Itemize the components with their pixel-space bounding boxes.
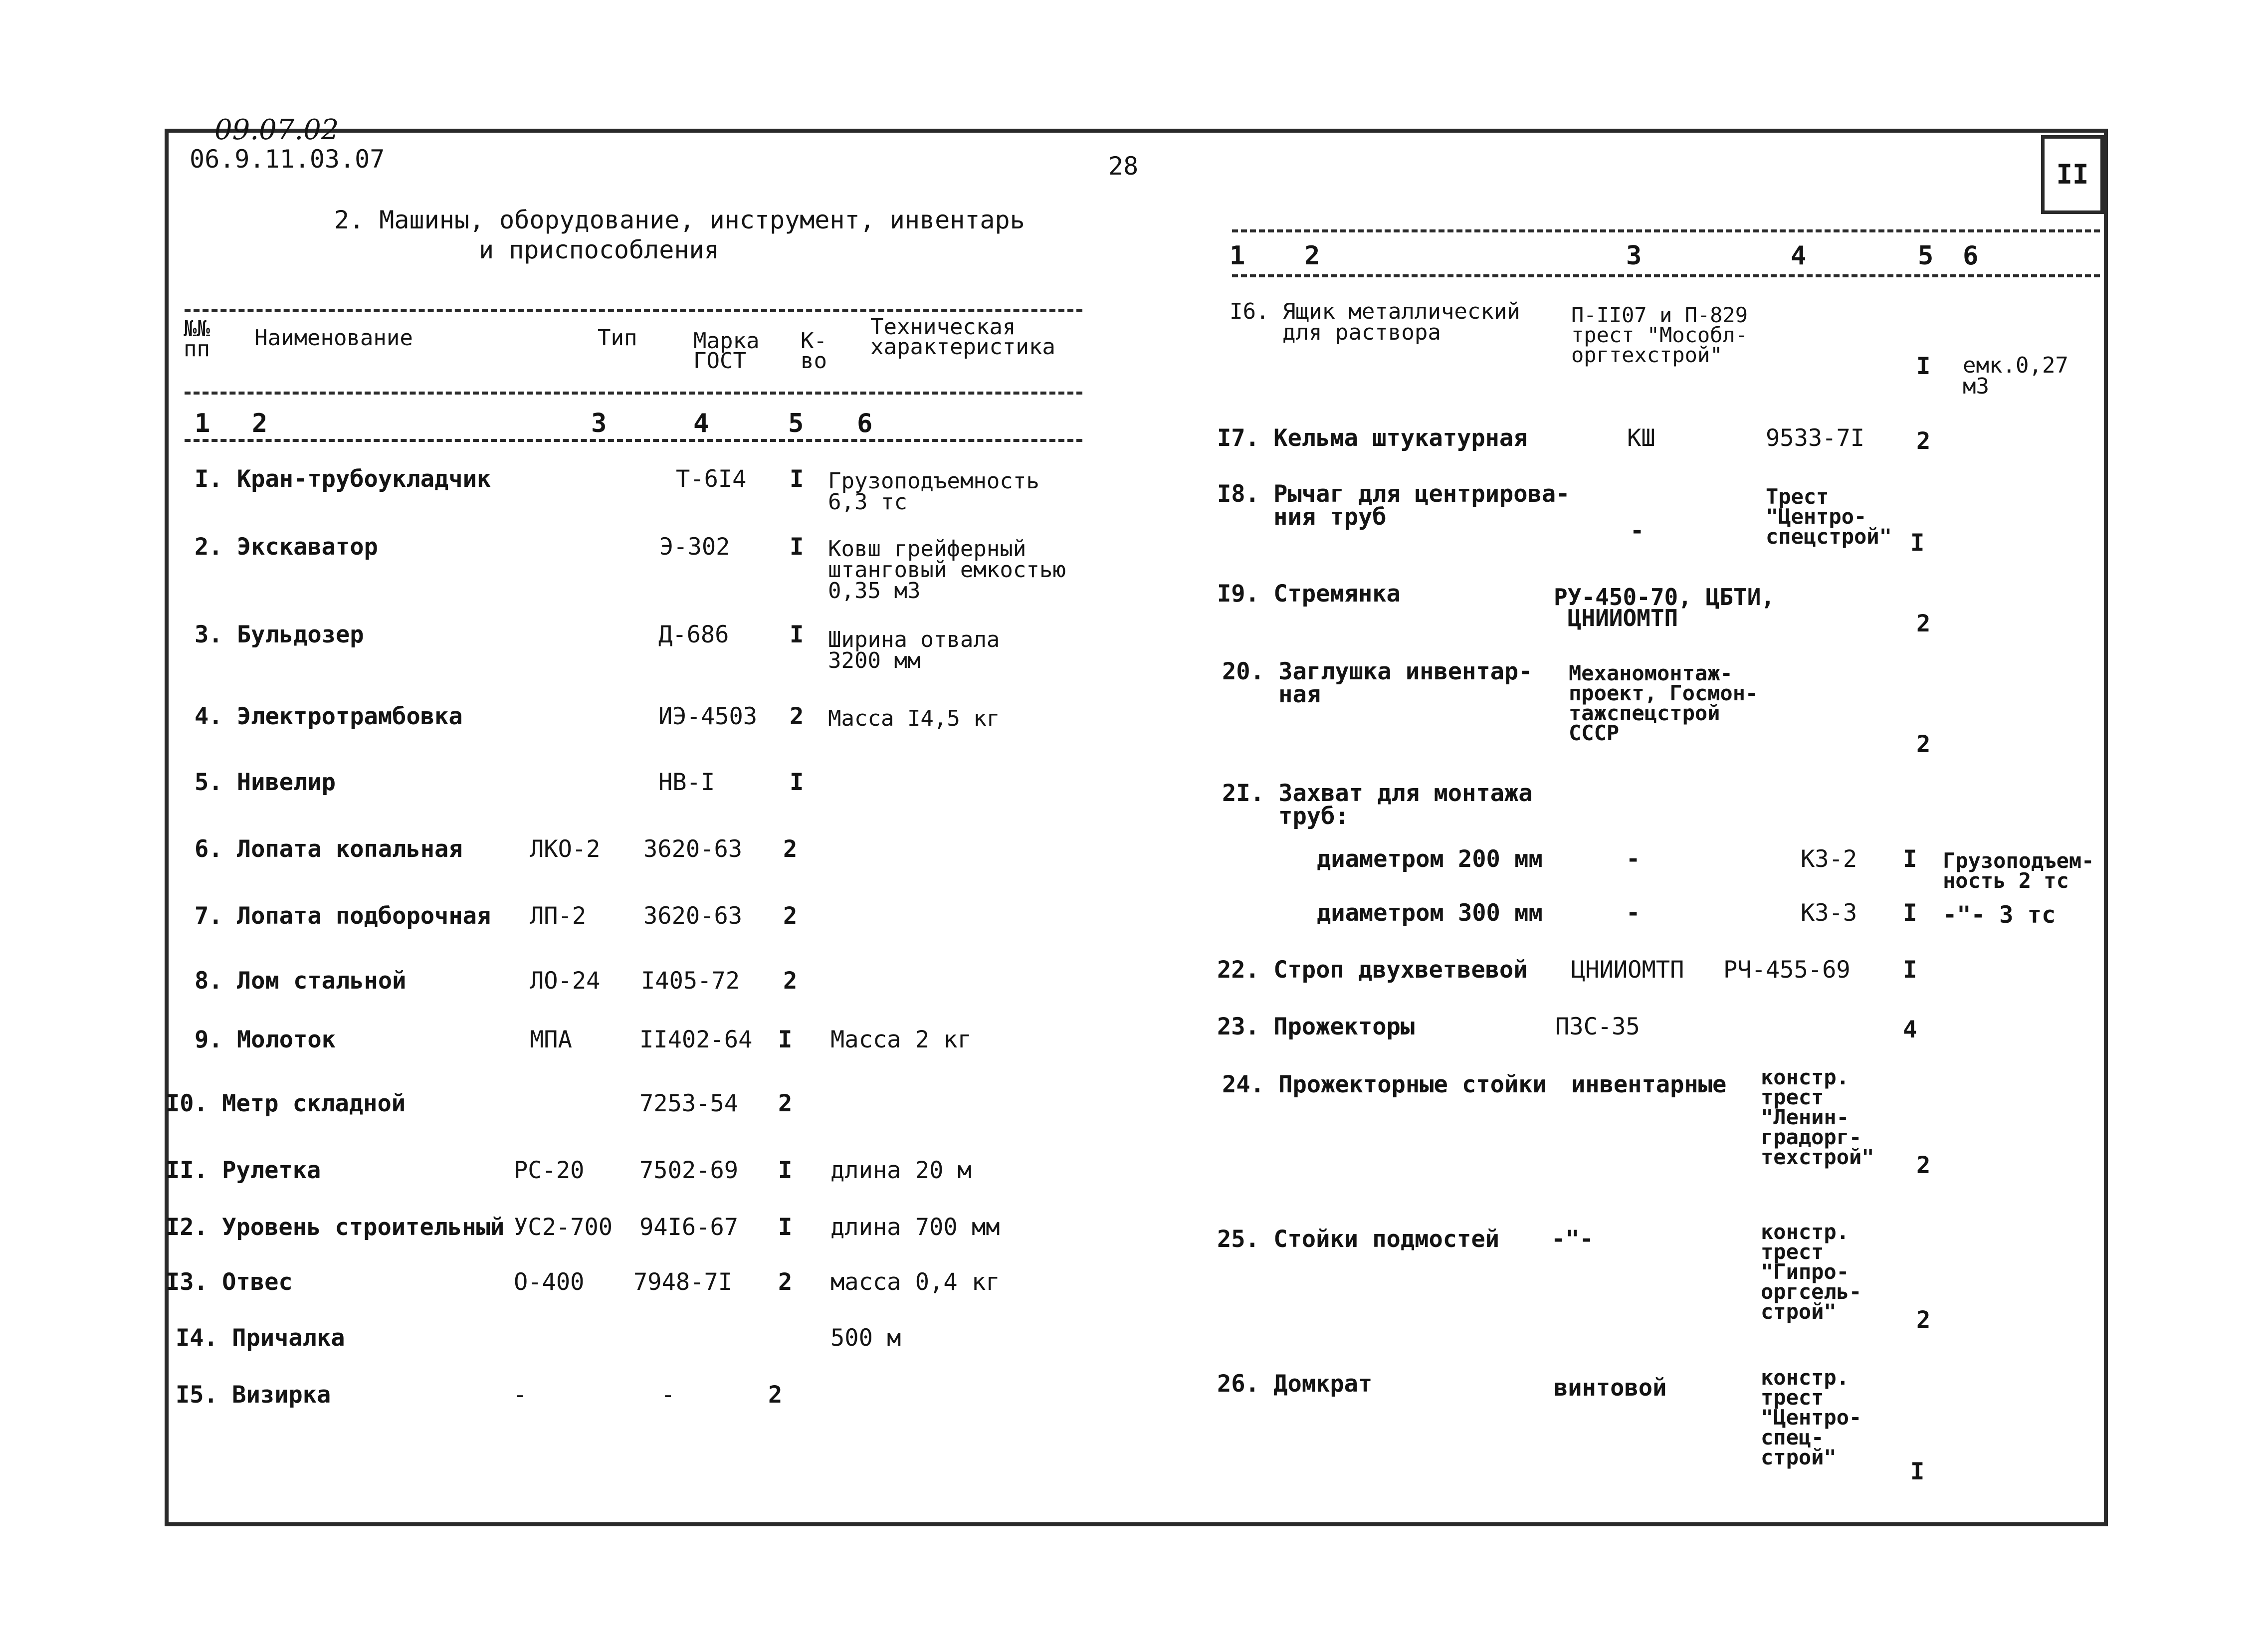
right-row-21-name: 2I. Захват для монтажа труб: <box>1222 780 1533 830</box>
left-row-15-qty: 2 <box>768 1381 783 1409</box>
left-row-4-name: 4. Электротрамбовка <box>195 703 463 730</box>
left-row-12-mark: 94I6-67 <box>639 1214 739 1241</box>
right-row-22-name: 22. Строп двухветвевой <box>1217 956 1528 984</box>
left-row-11-qty: I <box>778 1157 793 1184</box>
left-row-3-tech: Ширина отвала 3200 мм <box>828 627 1000 673</box>
right-row-16-type: П-II07 и П-829 трест "Мособл- оргтехстрой" <box>1571 303 1748 367</box>
left-row-8-mark: I405-72 <box>641 967 740 995</box>
left-row-2-tech: Ковш грейферный штанговый емкостью 0,35 м3 <box>828 536 1066 604</box>
left-row-13-qty: 2 <box>778 1268 793 1296</box>
left-row-3-mark: Д-686 <box>658 621 729 648</box>
right-row-22-mark: РЧ-455-69 <box>1723 956 1851 984</box>
left-row-7-mark: 3620-63 <box>643 902 743 930</box>
document-code: 06.9.11.03.07 <box>190 145 385 174</box>
left-row-5-name: 5. Нивелир <box>195 769 336 796</box>
left-row-7-qty: 2 <box>783 902 798 930</box>
right-row-21b-mark: КЗ-3 <box>1801 899 1857 927</box>
left-header-top-rule <box>185 309 1082 312</box>
sheet-number: II <box>2041 135 2104 214</box>
right-row-21b-qty: I <box>1903 899 1917 927</box>
left-colnum-5: 5 <box>788 409 804 438</box>
left-row-12-qty: I <box>778 1214 793 1241</box>
left-header-tech: Техническая характеристика <box>870 314 1055 360</box>
left-row-14-name: I4. Причалка <box>176 1324 345 1352</box>
right-row-20-qty: 2 <box>1916 731 1931 758</box>
right-row-18-qty: I <box>1910 529 1925 557</box>
left-row-7-type: ЛП-2 <box>530 902 587 930</box>
right-row-16-name: I6. Ящик металлический для раствора <box>1230 299 1520 345</box>
left-row-5-mark: НВ-I <box>658 769 715 796</box>
section-title-line2: и приспособления <box>479 235 719 264</box>
right-colnum-4: 4 <box>1791 241 1807 271</box>
left-row-6-type: ЛКО-2 <box>530 835 601 863</box>
left-colnum-rule <box>185 439 1082 442</box>
left-row-13-name: I3. Отвес <box>166 1268 293 1296</box>
left-row-15-name: I5. Визирка <box>176 1381 331 1409</box>
section-title-line1: 2. Машины, оборудование, инструмент, инвентарь <box>334 206 1025 234</box>
right-colnum-6: 6 <box>1963 241 1979 271</box>
left-row-1-name: I. Кран-трубоукладчик <box>195 465 491 493</box>
right-row-25-name: 25. Стойки подмостей <box>1217 1226 1499 1253</box>
right-colnum-rule <box>1232 274 2100 277</box>
left-row-6-qty: 2 <box>783 835 798 863</box>
left-row-2-name: 2. Экскаватор <box>195 533 378 561</box>
right-row-21b-type: - <box>1626 899 1641 927</box>
left-row-1-qty: I <box>790 465 804 493</box>
left-row-13-tech: масса 0,4 кг <box>830 1268 1000 1296</box>
left-row-8-type: ЛО-24 <box>530 967 601 995</box>
right-row-16-qty: I <box>1916 353 1931 380</box>
left-row-10-name: I0. Метр складной <box>166 1090 406 1117</box>
right-colnum-2: 2 <box>1304 241 1320 271</box>
right-row-21a-type: - <box>1626 845 1641 873</box>
left-row-3-name: 3. Бульдозер <box>195 621 364 648</box>
left-header-mid-rule <box>185 392 1082 395</box>
left-row-1-tech: Грузоподъемность 6,3 тс <box>828 468 1039 515</box>
left-row-13-type: О-400 <box>514 1268 585 1296</box>
right-row-19-qty: 2 <box>1916 610 1931 637</box>
left-colnum-4: 4 <box>693 409 709 438</box>
left-colnum-3: 3 <box>591 409 607 438</box>
left-row-14-tech: 500 м <box>830 1324 901 1352</box>
left-header-name: Наименование <box>254 325 413 351</box>
right-row-18-mark: Трест "Центро- спецстрой" <box>1766 484 1892 549</box>
right-row-23-qty: 4 <box>1903 1016 1917 1043</box>
left-header-type: Тип <box>598 325 637 351</box>
left-row-11-tech: длина 20 м <box>830 1157 972 1184</box>
left-header-num: №№ пп <box>184 316 210 362</box>
left-row-9-name: 9. Молоток <box>195 1026 336 1053</box>
left-row-10-mark: 7253-54 <box>639 1090 739 1117</box>
left-row-4-tech: Масса I4,5 кг <box>828 706 1000 731</box>
right-row-22-qty: I <box>1903 956 1917 984</box>
left-row-12-tech: длина 700 мм <box>830 1214 1000 1241</box>
left-header-qty: К- во <box>801 328 827 374</box>
right-row-23-name: 23. Прожекторы <box>1217 1013 1415 1040</box>
right-row-21b-tech: -"- 3 тс <box>1943 901 2056 929</box>
left-row-8-name: 8. Лом стальной <box>195 967 407 995</box>
right-row-24-mark: констр. трест "Ленин- градорг- техстрой" <box>1761 1065 1874 1169</box>
right-row-21b-name: диаметром 300 мм <box>1317 899 1543 927</box>
right-row-24-qty: 2 <box>1916 1152 1931 1179</box>
right-row-17-type: КШ <box>1627 424 1655 452</box>
right-row-17-mark: 9533-7I <box>1766 424 1865 452</box>
left-row-10-qty: 2 <box>778 1090 793 1117</box>
left-colnum-6: 6 <box>857 409 873 438</box>
left-row-6-name: 6. Лопата копальная <box>195 835 463 863</box>
right-colnum-5: 5 <box>1918 241 1934 271</box>
right-row-20-name: 20. Заглушка инвентар- ная <box>1222 658 1533 708</box>
left-row-2-qty: I <box>790 533 804 561</box>
left-row-9-type: МПА <box>530 1026 572 1053</box>
left-row-8-qty: 2 <box>783 967 798 995</box>
right-row-26-mark: констр. трест "Центро- спец- строй" <box>1761 1365 1862 1469</box>
left-colnum-2: 2 <box>252 409 268 438</box>
left-row-11-name: II. Рулетка <box>166 1157 321 1184</box>
right-row-25-mark: констр. трест "Гипро- оргсель- строй" <box>1761 1220 1862 1324</box>
left-row-9-qty: I <box>778 1026 793 1053</box>
right-row-17-qty: 2 <box>1916 427 1931 455</box>
right-row-22-type: ЦНИИОМТП <box>1571 956 1684 984</box>
left-row-4-mark: ИЭ-4503 <box>658 703 758 730</box>
right-row-18-type: - <box>1630 517 1645 545</box>
right-row-16-tech: емк.0,27 м3 <box>1963 353 2068 399</box>
page-number: 28 <box>1108 152 1139 181</box>
right-row-25-qty: 2 <box>1916 1306 1931 1334</box>
left-row-11-type: РС-20 <box>514 1157 585 1184</box>
left-row-13-mark: 7948-7I <box>633 1268 733 1296</box>
right-colnum-3: 3 <box>1626 241 1642 271</box>
left-header-mark: Марка ГОСТ <box>693 328 760 374</box>
left-row-3-qty: I <box>790 621 804 648</box>
right-header-top-rule <box>1232 229 2100 232</box>
left-row-12-name: I2. Уровень строительный <box>166 1214 505 1241</box>
right-row-21a-name: диаметром 200 мм <box>1317 845 1543 873</box>
left-row-15-mark: - <box>661 1381 675 1409</box>
left-row-12-type: УС2-700 <box>514 1214 613 1241</box>
right-row-23-type: ПЗС-35 <box>1555 1013 1640 1040</box>
left-row-15-type: - <box>513 1381 527 1409</box>
left-row-7-name: 7. Лопата подборочная <box>195 902 491 930</box>
right-row-17-name: I7. Кельма штукатурная <box>1217 424 1528 452</box>
left-colnum-1: 1 <box>195 409 210 438</box>
right-row-20-type: Механомонтаж- проект, Госмон- тажспецстрой СССР <box>1569 661 1758 745</box>
left-row-5-qty: I <box>790 769 804 796</box>
right-row-19-type: РУ-450-70, ЦБТИ, ЦНИИОМТП <box>1554 584 1775 631</box>
right-row-24-name: 24. Прожекторные стойки <box>1222 1071 1547 1098</box>
right-row-25-type: -"- <box>1551 1226 1594 1253</box>
right-row-21a-tech: Грузоподъем- ность 2 тс <box>1943 848 2094 893</box>
right-row-24-type: инвентарные <box>1571 1071 1727 1098</box>
right-colnum-1: 1 <box>1230 241 1245 271</box>
left-row-11-mark: 7502-69 <box>639 1157 739 1184</box>
right-row-26-type: винтовой <box>1554 1374 1667 1402</box>
left-row-1-mark: Т-6I4 <box>676 465 747 493</box>
right-row-21a-mark: КЗ-2 <box>1801 845 1857 873</box>
right-row-26-name: 26. Домкрат <box>1217 1370 1373 1398</box>
left-row-9-mark: II402-64 <box>639 1026 753 1053</box>
left-row-6-mark: 3620-63 <box>643 835 743 863</box>
right-row-26-qty: I <box>1910 1458 1925 1485</box>
right-row-19-name: I9. Стремянка <box>1217 580 1401 608</box>
right-row-21a-qty: I <box>1903 845 1917 873</box>
left-row-9-tech: Масса 2 кг <box>830 1026 972 1053</box>
handwritten-code: 09.07.02 <box>214 114 339 146</box>
left-row-2-mark: Э-302 <box>659 533 730 561</box>
right-row-18-name: I8. Рычаг для центрирова- ния труб <box>1217 480 1570 531</box>
left-row-4-qty: 2 <box>790 703 804 730</box>
